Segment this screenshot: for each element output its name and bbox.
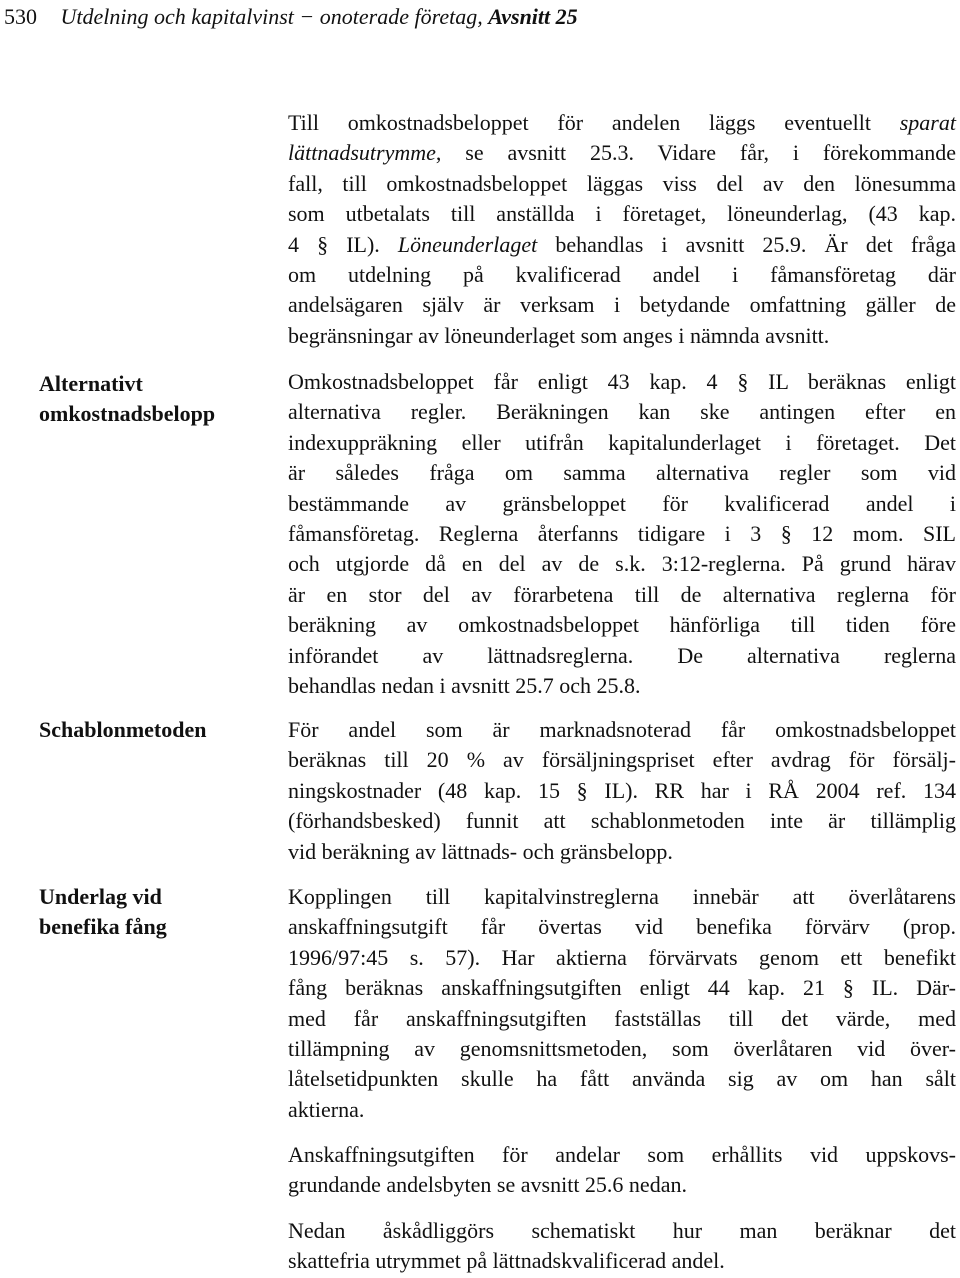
text-line: För andel som är marknadsnoterad får omkostnadsbeloppet [288,717,956,742]
text-segment: 4 § IL). [288,231,398,257]
text-line: behandlas nedan i avsnitt 25.7 och 25.8. [288,673,641,699]
text-line [288,199,956,229]
paragraph-omkostnadsbelopp-tillagg [288,108,956,351]
text-line [288,138,956,168]
page-number: 530 [4,4,37,29]
margin-heading-alternativt-omkostnadsbelopp [39,369,274,429]
text-segment: andelsägaren själv är verksam i betydande omfattning gäller de [288,292,956,318]
paragraph-andelsbyten [288,1140,956,1201]
text-line: fång beräknas anskaffningsutgiften enligt 44 kap. 21 § IL. Där- [288,975,956,1001]
text-line: införandet av lättnadsreglerna. De alternativa reglerna [288,642,956,668]
text-line [288,169,956,199]
text-line: Omkostnadsbeloppet får enligt 43 kap. 4 § IL beräknas enligt [288,369,956,394]
margin-heading-line: benefika fång [39,914,167,939]
text-line: bestämmande av gränsbeloppet för kvalificerad andel i [288,490,956,516]
text-line: vid beräkning av lättnads- och gränsbelopp. [288,838,673,864]
text-segment: som utbetalats till anställda i företaget, löneunderlag, (43 kap. [288,201,956,227]
text-line [288,230,956,260]
text-line: Kopplingen till kapitalvinstreglerna innebär att överlåtarens [288,884,956,909]
text-line: tillämpning av genomsnittsmetoden, som överlåtaren vid över- [288,1036,956,1062]
text-line: med får anskaffningsutgiften fastställas till det värde, med [288,1005,956,1031]
text-line [288,260,956,290]
margin-heading-underlag-benefika-fang [39,882,274,942]
text-line: grundande andelsbyten se avsnitt 25.6 nedan. [288,1172,687,1198]
text-line: Anskaffningsutgiften för andelar som erhållits vid uppskovs- [288,1142,956,1167]
text-line: är en stor del av förarbetena till de alternativa reglerna för [288,581,956,607]
paragraph-benefika-forvarv [288,882,956,1125]
margin-heading-line: Schablonmetoden [39,717,207,742]
margin-heading-line: Alternativt [39,371,143,396]
text-segment: , se avsnitt 25.3. Vidare får, i förekommande [435,140,956,166]
text-segment: fall, till omkostnadsbeloppet läggas viss del av den lönesumma [288,170,956,196]
margin-heading-line: omkostnadsbelopp [39,401,216,426]
text-line: alternativa regler. Beräkningen kan ske antingen efter en [288,399,956,425]
paragraph-schablonmetoden [288,715,956,867]
text-line [288,290,956,320]
header-section: Avsnitt 25 [488,4,578,29]
text-line: (förhandsbesked) funnit att schablonmetoden inte är tillämplig [288,808,956,834]
paragraph-skattefria-utrymmet [288,1216,956,1277]
text-line: beräknas till 20 % av försäljningspriset efter avdrag för försälj- [288,747,956,773]
paragraph-alternativa-regler [288,367,956,701]
text-line: ningskostnader (48 kap. 15 § IL). RR har i RÅ 2004 ref. 134 [288,777,956,803]
text-line: 1996/97:45 s. 57). Har aktierna förvärvats genom ett benefikt [288,944,956,970]
text-line: skattefria utrymmet på lättnadskvalificerad andel. [288,1248,725,1274]
italic-term: lättnadsutrymme [288,140,436,166]
header-title: Utdelning och kapitalvinst − onoterade företag, [60,4,483,29]
text-line: Nedan åskådliggörs schematiskt hur man beräknar det [288,1218,956,1243]
text-line: fåmansföretag. Reglerna återfanns tidigare i 3 § 12 mom. SIL [288,521,956,547]
italic-term: Löneunderlaget [397,231,538,257]
margin-heading-line: Underlag vid [39,884,162,909]
text-line: och utgjorde då en del av de s.k. 3:12-reglerna. På grund härav [288,551,956,577]
text-line: aktierna. [288,1096,365,1122]
margin-heading-schablonmetoden [39,715,274,745]
text-line: beräkning av omkostnadsbeloppet hänförliga till tiden före [288,612,956,638]
text-line [288,321,956,351]
text-segment: behandlas i avsnitt 25.9. Är det fråga [537,231,957,257]
text-line [288,108,956,138]
page-header [4,2,944,32]
text-line: låtelsetidpunkten skulle ha fått använda sig av om han sålt [288,1066,956,1092]
text-line: indexuppräkning eller utifrån kapitalunderlaget i företaget. Det [288,429,956,455]
text-line: anskaffningsutgift får övertas vid benefika förvärv (prop. [288,914,956,940]
text-segment: begränsningar av löneunderlaget som anges i nämnda avsnitt. [288,322,830,348]
text-segment: Till omkostnadsbeloppet för andelen läggs eventuellt [288,110,900,135]
text-line: är således fråga om samma alternativa regler som vid [288,460,956,486]
text-segment: om utdelning på kvalificerad andel i fåmansföretag där [288,262,956,288]
italic-term: sparat [899,110,956,135]
